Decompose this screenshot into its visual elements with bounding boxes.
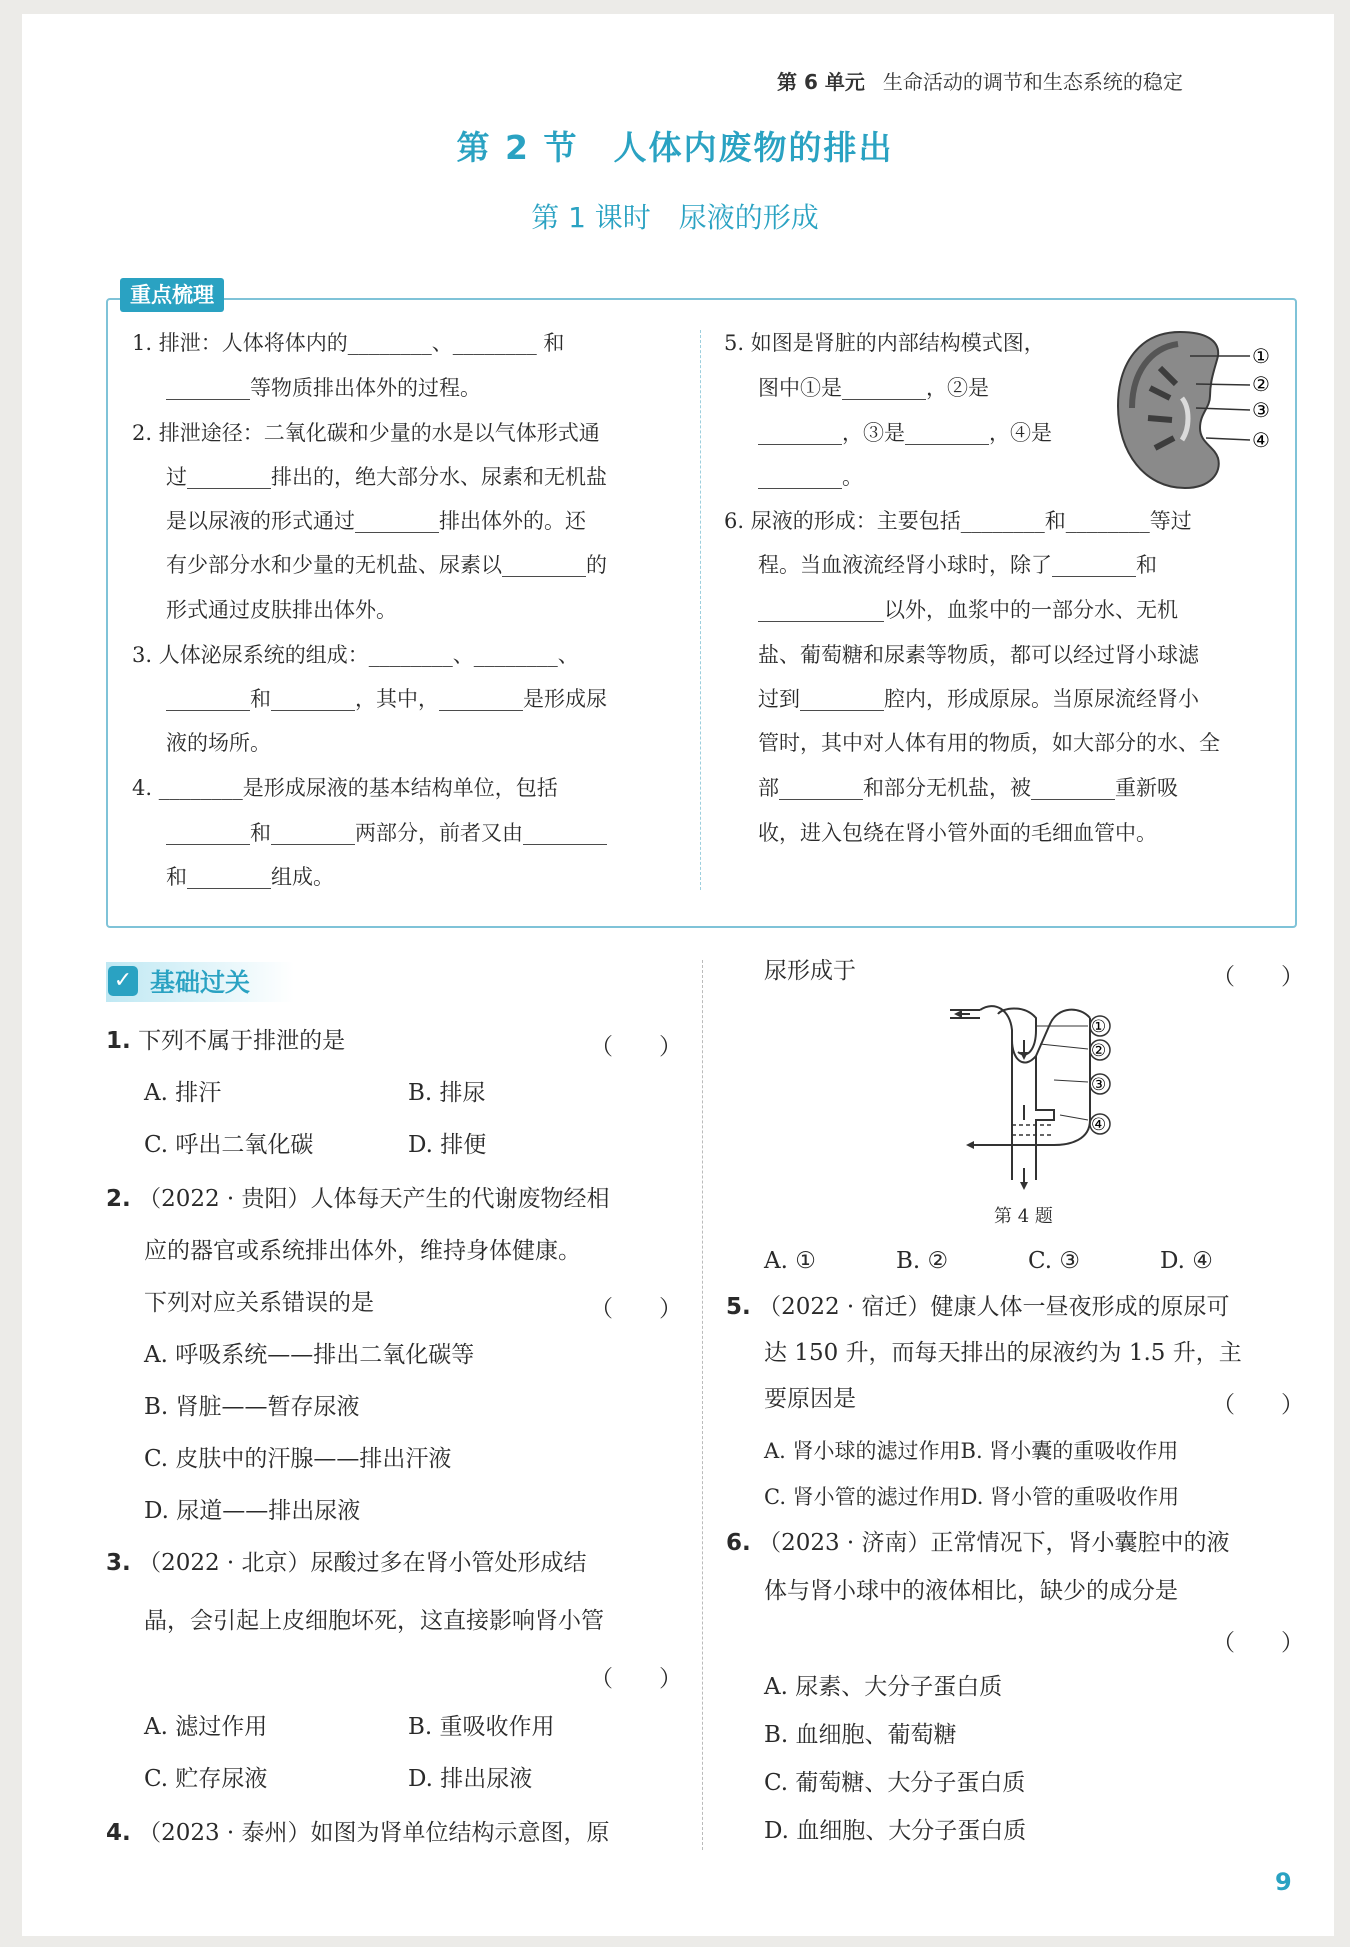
kidney-label: ④ (1252, 428, 1270, 452)
option-a[interactable]: A. 呼吸系统——排出二氧化碳等 (144, 1342, 475, 1368)
kidney-diagram (1110, 328, 1270, 493)
key-line: 收，进入包绕在肾小管外面的毛细血管中。 (758, 821, 1157, 845)
option-d[interactable]: D. 血细胞、大分子蛋白质 (764, 1818, 1027, 1844)
key-line: 部________和部分无机盐，被________重新吸 (758, 776, 1178, 800)
question-text: 达 150 升，而每天排出的尿液约为 1.5 升，主 (764, 1340, 1242, 1366)
option-c[interactable]: C. 皮肤中的汗腺——排出汗液 (144, 1446, 452, 1472)
key-line: 管时，其中对人体有用的物质，如大部分的水、全 (758, 731, 1220, 755)
answer-blank[interactable]: （ ） (590, 1034, 682, 1060)
key-line: ________，③是________，④是 (758, 421, 1052, 445)
option-c[interactable]: C. 贮存尿液 (144, 1766, 268, 1792)
nephron-diagram (940, 1000, 1120, 1192)
key-line: 形式通过皮肤排出体外。 (166, 598, 397, 622)
option-b[interactable]: B. 排尿 (408, 1080, 486, 1106)
question-stem (106, 1546, 587, 1580)
key-line: 是以尿液的形式通过________排出体外的。还 (166, 509, 586, 533)
question-number: 5. (726, 1294, 751, 1320)
label-line (1206, 438, 1250, 440)
question-text: 晶，会引起上皮细胞坏死，这直接影响肾小管 (144, 1608, 604, 1634)
section-title: 第 2 节 人体内废物的排出 (456, 128, 894, 167)
figure-caption: 第 4 题 (994, 1206, 1053, 1227)
column-divider (702, 960, 703, 1850)
option-d[interactable]: D. 排便 (408, 1132, 487, 1158)
option-c[interactable]: C. ③ (1028, 1248, 1081, 1274)
answer-blank[interactable]: （ ） (590, 1296, 682, 1322)
key-line: 程。当血液流经肾小球时，除了________和 (758, 553, 1157, 577)
kidney-label: ① (1252, 344, 1270, 368)
key-line: ________。 (758, 465, 863, 489)
question-text: 下列对应关系错误的是 (144, 1290, 374, 1316)
answer-blank[interactable]: （ ） (1212, 964, 1304, 990)
key-line: 4. ________是形成尿液的基本结构单位，包括 (132, 776, 558, 800)
key-line: 2. 排泄途径：二氧化碳和少量的水是以气体形式通 (132, 421, 600, 445)
option-a[interactable]: A. ① (764, 1248, 816, 1274)
option-b[interactable]: B. ② (896, 1248, 949, 1274)
question-stem (726, 1526, 1230, 1560)
renal-capsule (998, 1009, 1036, 1055)
key-line: 1. 排泄：人体将体内的________、________ 和 (132, 331, 565, 355)
nephron-label: ② (1091, 1041, 1107, 1061)
arrow-head (1020, 1052, 1028, 1060)
key-line: ________和________，其中，________是形成尿 (166, 687, 607, 711)
question-stem (726, 1290, 1230, 1324)
option-d[interactable]: D. ④ (1160, 1248, 1213, 1274)
question-text: 应的器官或系统排出体外，维持身体健康。 (144, 1238, 581, 1264)
arrow-head (966, 1141, 974, 1149)
key-line: ________等物质排出体外的过程。 (166, 376, 481, 400)
options-a-b[interactable]: A. 肾小球的滤过作用B. 肾小囊的重吸收作用 (764, 1439, 1179, 1463)
label-line (1196, 384, 1250, 385)
option-d[interactable]: D. 排出尿液 (408, 1766, 533, 1792)
key-points-tag: 重点梳理 (120, 278, 224, 312)
running-header (777, 66, 1183, 95)
answer-blank[interactable]: （ ） (1212, 1630, 1304, 1656)
capillary-network (1012, 1125, 1054, 1135)
key-line: 5. 如图是肾脏的内部结构模式图， (724, 331, 1045, 355)
kidney-label: ③ (1252, 398, 1270, 422)
question-number: 3. (106, 1550, 131, 1576)
lesson-title: 第 1 课时 尿液的形成 (531, 201, 819, 234)
key-line: 图中①是________，②是 (758, 376, 989, 400)
question-text: （2022 · 北京）尿酸过多在肾小管处形成结 (138, 1550, 587, 1576)
option-a[interactable]: A. 排汗 (144, 1080, 222, 1106)
unit-title: 生命活动的调节和生态系统的稳定 (882, 70, 1183, 94)
option-a[interactable]: A. 尿素、大分子蛋白质 (764, 1674, 1003, 1700)
question-text: 体与肾小球中的液体相比，缺少的成分是 (764, 1578, 1178, 1604)
nephron-label: ③ (1091, 1075, 1107, 1095)
key-line: ____________以外，血浆中的一部分水、无机 (758, 598, 1178, 622)
question-text: （2022 · 贵阳）人体每天产生的代谢废物经相 (138, 1186, 610, 1212)
key-line: 6. 尿液的形成：主要包括________和________等过 (724, 509, 1192, 533)
key-line: 3. 人体泌尿系统的组成：________、________、 (132, 643, 579, 667)
check-icon: ✓ (108, 966, 138, 996)
label-line (1060, 1115, 1088, 1120)
question-number: 4. (106, 1820, 131, 1846)
question-text: （2023 · 泰州）如图为肾单位结构示意图，原 (138, 1820, 610, 1846)
question-stem (106, 1182, 610, 1216)
unit-number: 第 6 单元 (777, 70, 865, 94)
nephron-label: ④ (1091, 1115, 1107, 1135)
option-b[interactable]: B. 肾脏——暂存尿液 (144, 1394, 360, 1420)
option-a[interactable]: A. 滤过作用 (144, 1714, 268, 1740)
question-text: 要原因是 (764, 1386, 856, 1412)
question-number: 1. (106, 1028, 131, 1054)
key-line: ________和________两部分，前者又由________ (166, 821, 607, 845)
option-c[interactable]: C. 呼出二氧化碳 (144, 1132, 314, 1158)
option-c[interactable]: C. 葡萄糖、大分子蛋白质 (764, 1770, 1026, 1796)
answer-blank[interactable]: （ ） (1212, 1392, 1304, 1418)
key-line: 过到________腔内，形成原尿。当原尿流经肾小 (758, 687, 1199, 711)
page-number: 9 (1275, 1868, 1292, 1896)
label-line (1054, 1080, 1088, 1082)
option-b[interactable]: B. 血细胞、葡萄糖 (764, 1722, 957, 1748)
arrow-head (1020, 1182, 1028, 1190)
renal-tubule (1036, 1056, 1054, 1150)
option-b[interactable]: B. 重吸收作用 (408, 1714, 555, 1740)
question-number: 6. (726, 1530, 751, 1556)
question-text: 尿形成于 (764, 958, 856, 984)
question-text: （2023 · 济南）正常情况下，肾小囊腔中的液 (758, 1530, 1230, 1556)
question-text: 下列不属于排泄的是 (138, 1028, 346, 1054)
option-d[interactable]: D. 尿道——排出尿液 (144, 1498, 361, 1524)
key-line: 液的场所。 (166, 731, 271, 755)
question-text: （2022 · 宿迁）健康人体一昼夜形成的原尿可 (758, 1294, 1230, 1320)
question-stem (106, 1816, 610, 1850)
key-line: 和________组成。 (166, 865, 334, 889)
key-line: 盐、葡萄糖和尿素等物质，都可以经过肾小球滤 (758, 643, 1199, 667)
answer-blank[interactable]: （ ） (590, 1666, 682, 1692)
options-c-d[interactable]: C. 肾小管的滤过作用D. 肾小管的重吸收作用 (764, 1485, 1180, 1509)
kidney-label: ② (1252, 372, 1270, 396)
label-line (1040, 1044, 1088, 1049)
arrow-head (954, 1010, 962, 1018)
basics-label: 基础过关 (150, 968, 251, 997)
key-line: 过________排出的，绝大部分水、尿素和无机盐 (166, 465, 607, 489)
question-stem (106, 1024, 345, 1058)
question-number: 2. (106, 1186, 131, 1212)
key-line: 有少部分水和少量的无机盐、尿素以________的 (166, 553, 607, 577)
nephron-label: ① (1091, 1017, 1107, 1037)
key-points-divider (700, 330, 701, 890)
